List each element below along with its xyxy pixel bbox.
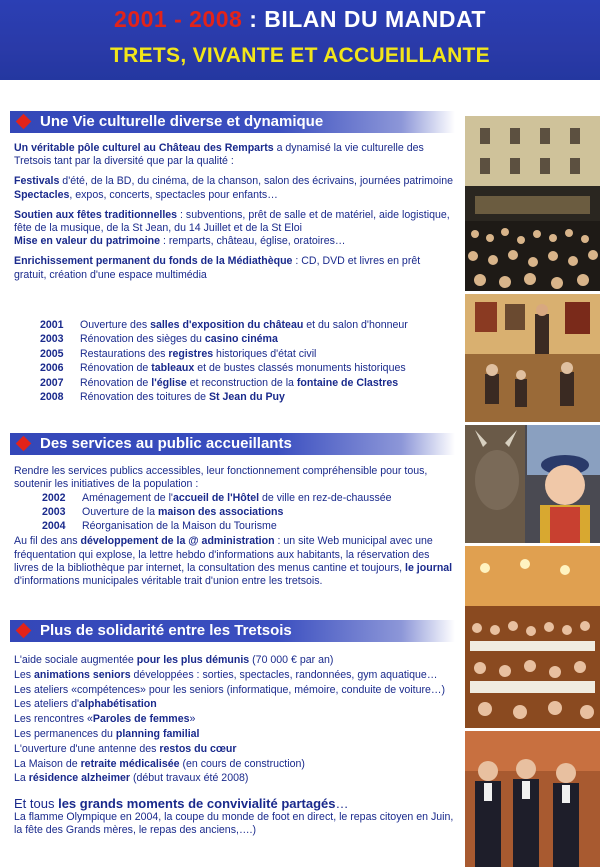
section-heading-solidarity xyxy=(10,620,455,642)
photo-chateau-concert xyxy=(465,116,600,291)
photo-officials xyxy=(465,731,600,867)
list-item: La Maison de retraite médicalisée (en cours de construction) xyxy=(14,757,305,770)
section-heading-culture-text: Une Vie culturelle diverse et dynamique xyxy=(40,113,324,130)
culture-mediatheque: Enrichissement permanent du fonds de la Médiathèque : CD, DVD et livres en prêt gratuit, création d'une espace multimédia xyxy=(14,255,421,281)
timeline-row: 2006 Rénovation de tableaux et de bustes classés monuments historiques xyxy=(40,362,406,375)
closing-title: Et tous les grands moments de convivialité partagés… xyxy=(14,796,349,811)
list-item: La résidence alzheimer (début travaux été 2008) xyxy=(14,772,249,785)
culture-spectacles: Spectacles, expos, concerts, spectacles pour enfants… xyxy=(14,188,278,201)
services-intro: Rendre les services publics accessibles, leur fonctionnement compréhensible pour tous, soutenir les initiatives de la population : xyxy=(14,465,428,491)
red-diamond-icon xyxy=(16,623,32,639)
timeline-row: 2005 Restaurations des registres historiques d'état civil xyxy=(40,347,317,360)
timeline-row: 2008 Rénovation des toitures de St Jean du Puy xyxy=(40,391,285,404)
header-years: 2001 - 2008 xyxy=(114,6,243,32)
solidarity-list xyxy=(14,653,454,786)
section-heading-services-text: Des services au public accueillants xyxy=(40,435,292,452)
list-item: L'ouverture d'une antenne des restos du cœur xyxy=(14,742,237,755)
timeline-row: 2001 Ouverture des salles d'exposition du château et du salon d'honneur xyxy=(40,319,408,331)
services-timeline xyxy=(42,491,454,533)
section-heading-culture xyxy=(10,111,455,133)
list-item: Les permanences du planning familial xyxy=(14,727,200,740)
timeline-row: 2003 Rénovation des sièges du casino cinéma xyxy=(40,333,278,346)
photo-child-goat xyxy=(465,425,600,543)
timeline-row: 2004 Réorganisation de la Maison du Tourisme xyxy=(42,520,277,533)
services-web: Au fil des ans développement de la @ administration : un site Web municipal avec une fréquentation qui explose, la lettre hebdo d'informations aux habitants, la réservation des livres de la bibliothèque par internet, la consultation des menus cantine et toujours, le journal d'informations municipales véritable trait d'union entre les tretsois. xyxy=(14,535,453,588)
culture-fetes: Soutien aux fêtes traditionnelles : subventions, prêt de salle et de matériel, aide logistique, fête de la musique, de la St Jean, du 14 Juillet et de la St Eloi xyxy=(14,208,450,235)
list-item: Les animations seniors développées : sorties, spectacles, randonnées, gym aquatique… xyxy=(14,668,438,681)
timeline-row: 2007 Rénovation de l'église et reconstruction de la fontaine de Clastres xyxy=(40,376,399,389)
page-header xyxy=(0,0,600,80)
closing-text: La flamme Olympique en 2004, la coupe du monde de foot en direct, le repas citoyen en Juin, la fête des Grands mères, le repas des anciens,….) xyxy=(14,811,454,837)
timeline-row: 2003 Ouverture de la maison des associations xyxy=(42,506,284,519)
photo-exhibition xyxy=(465,294,600,422)
red-diamond-icon xyxy=(16,436,32,452)
timeline-row: 2002 Aménagement de l'accueil de l'Hôtel de ville en rez-de-chaussée xyxy=(42,492,392,505)
list-item: Les rencontres «Paroles de femmes» xyxy=(14,713,196,726)
culture-patrimoine: Mise en valeur du patrimoine : remparts, château, église, oratoires… xyxy=(14,235,346,248)
photo-dining-hall xyxy=(465,546,600,728)
header-title-rest: : BILAN DU MANDAT xyxy=(242,6,486,32)
culture-timeline xyxy=(40,318,460,404)
header-title xyxy=(0,6,600,33)
culture-festivals: Festivals d'été, de la BD, du cinéma, de la chanson, salon des écrivains, journées patrimoine xyxy=(14,175,453,188)
red-diamond-icon xyxy=(16,114,32,130)
section-heading-services xyxy=(10,433,455,455)
list-item: Les ateliers d'alphabétisation xyxy=(14,698,157,711)
list-item: Les ateliers «compétences» pour les seniors (informatique, mémoire, conduite de voiture…) xyxy=(14,683,446,696)
header-subtitle: TRETS, VIVANTE ET ACCUEILLANTE xyxy=(109,44,490,67)
section-heading-solidarity-text: Plus de solidarité entre les Tretsois xyxy=(40,622,292,639)
services-text xyxy=(14,465,454,588)
culture-paragraph: Un véritable pôle culturel au Château des Remparts a dynamisé la vie culturelle des Tretsois tant par la diversité que par la qualité : xyxy=(14,142,424,168)
list-item: L'aide sociale augmentée pour les plus démunis (70 000 € par an) xyxy=(14,654,334,666)
culture-text xyxy=(14,142,454,282)
